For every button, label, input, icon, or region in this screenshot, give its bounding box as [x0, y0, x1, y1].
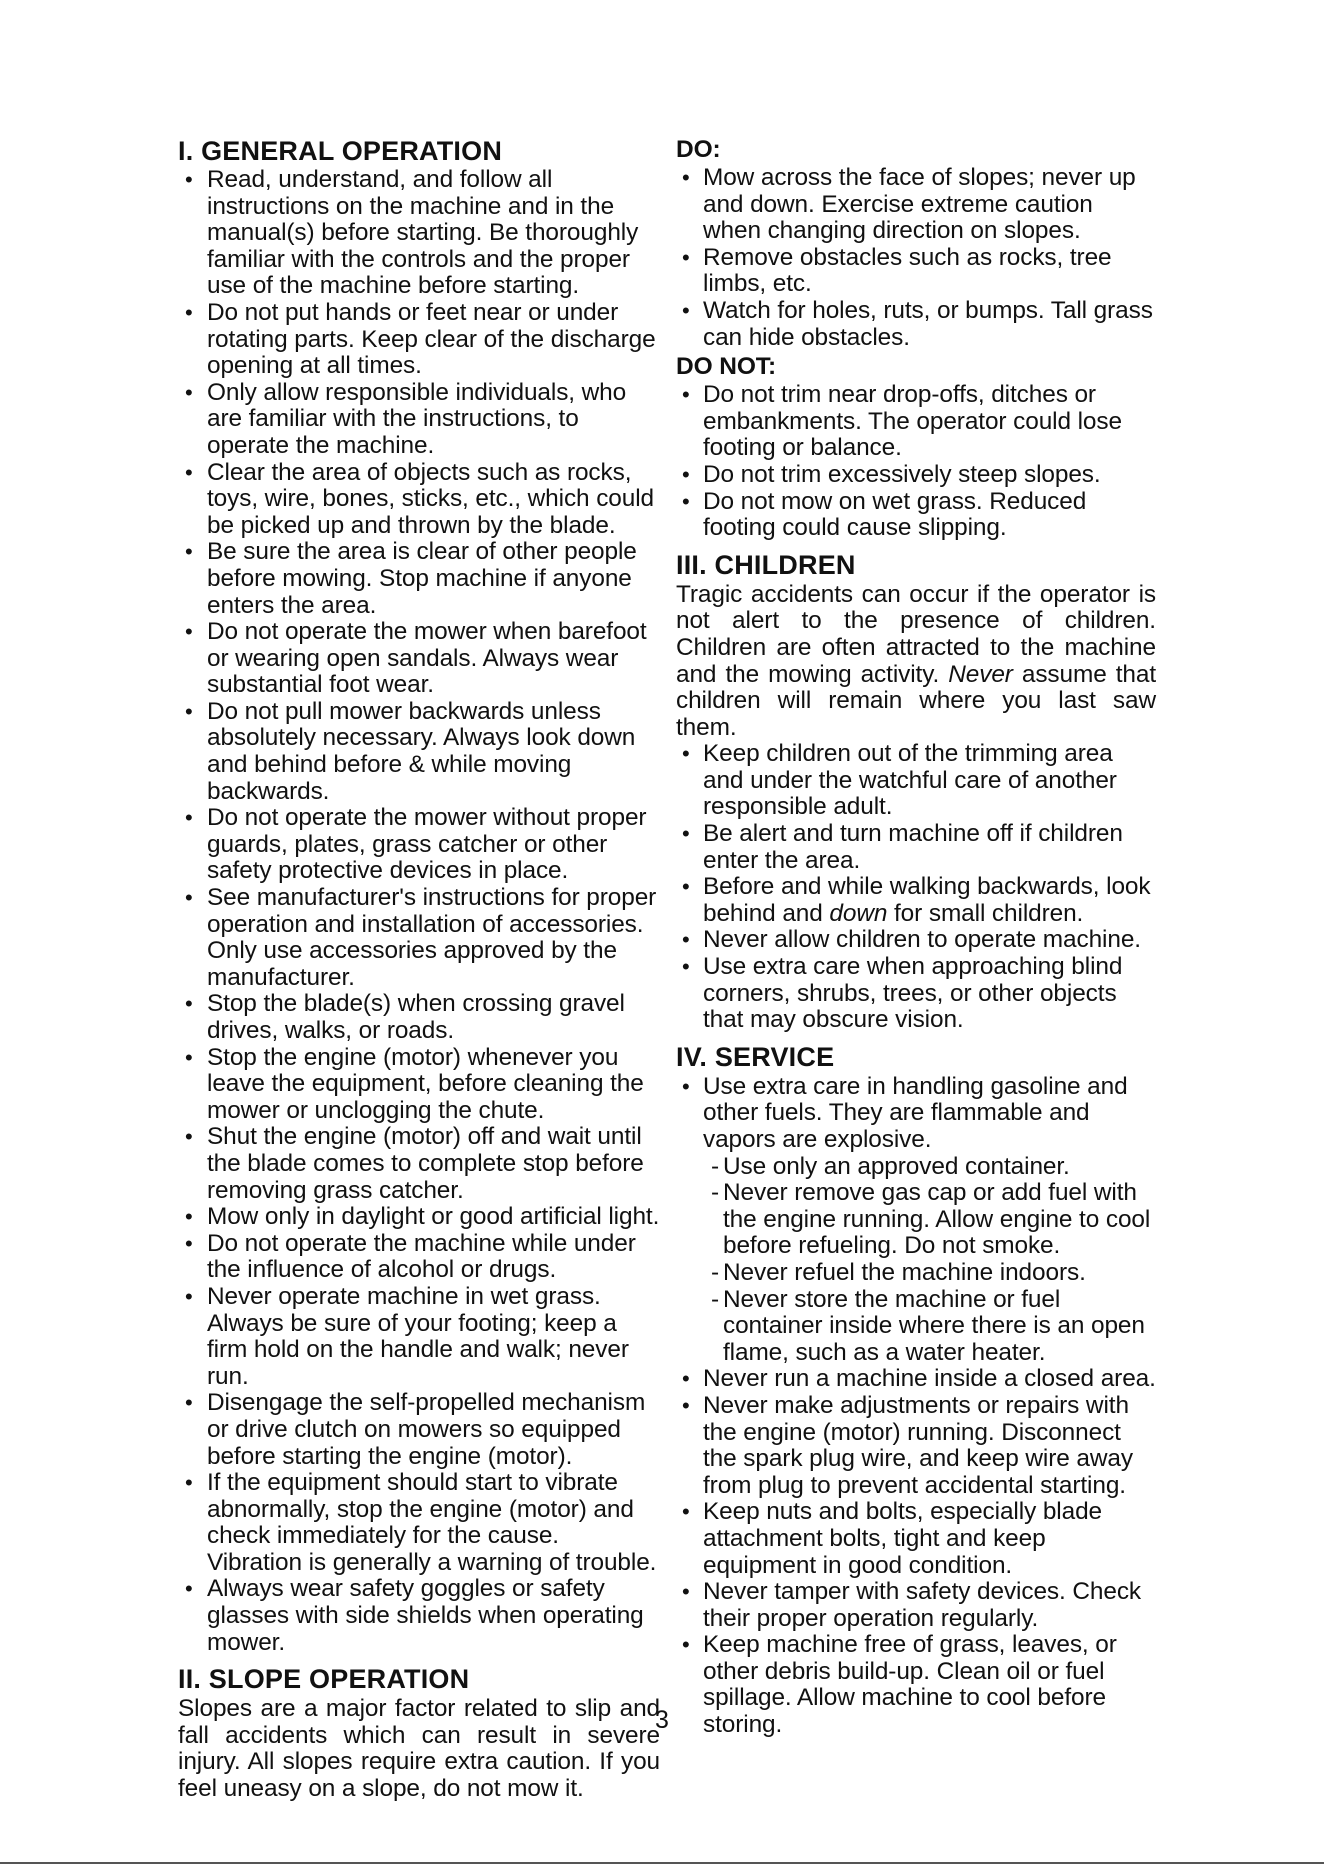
list-item: • Always wear safety goggles or safety glasses with side shields when operating mower.: [178, 1576, 660, 1656]
bottom-rule: [0, 1862, 1324, 1864]
list-item: • Be alert and turn machine off if children enter the area.: [676, 821, 1156, 874]
list-item: • Do not operate the machine while under the influence of alcohol or drugs.: [178, 1231, 660, 1284]
children-intro-emphasis: Never: [948, 660, 1013, 688]
sublist-item: - Use only an approved container.: [703, 1154, 1156, 1181]
list-item: • Keep machine free of grass, leaves, or other debris build-up. Clean oil or fuel spillage. Allow machine to cool before storing.: [676, 1632, 1156, 1738]
list-item: • Never make adjustments or repairs with the engine (motor) running. Disconnect the spark plug wire, and keep wire away from plug to prevent accidental starting.: [676, 1393, 1156, 1499]
list-item: • Stop the blade(s) when crossing gravel drives, walks, or roads.: [178, 991, 660, 1044]
list-item-text: Before and while walking backwards, look behind and: [703, 873, 1151, 927]
list-item: • Never run a machine inside a closed area.: [676, 1366, 1156, 1393]
list-item: • Do not operate the mower without proper guards, plates, grass catcher or other safety protective devices in place.: [178, 805, 660, 885]
list-item: • Disengage the self-propelled mechanism or drive clutch on mowers so equipped before starting the engine (motor).: [178, 1390, 660, 1470]
list-item-text: for small children.: [887, 899, 1084, 927]
children-intro-text: assume that children will remain where you last saw them.: [676, 660, 1156, 741]
list-item: • Keep nuts and bolts, especially blade attachment bolts, tight and keep equipment in good condition.: [676, 1499, 1156, 1579]
fuel-sublist: [703, 1154, 1156, 1367]
list-item: • Never tamper with safety devices. Check their proper operation regularly.: [676, 1579, 1156, 1632]
children-intro-text: Tragic accidents can occur if the operator is not alert to the presence of children. Children are often attracted to the machine and the mowing activity.: [676, 580, 1156, 688]
slope-intro-paragraph: Slopes are a major factor related to slip and fall accidents which can result in severe injury. All slopes require extra caution. If you feel uneasy on a slope, do not mow it.: [178, 1695, 660, 1803]
list-item: • Only allow responsible individuals, who are familiar with the instructions, to operate the machine.: [178, 380, 660, 460]
section-heading-slope-operation: II. SLOPE OPERATION: [178, 1664, 470, 1695]
section-heading-service: IV. SERVICE: [676, 1041, 835, 1072]
sublist-item: - Never refuel the machine indoors.: [703, 1260, 1156, 1287]
service-list: [676, 1074, 1156, 1739]
list-item: • Do not trim near drop-offs, ditches or embankments. The operator could lose footing or balance.: [676, 382, 1156, 462]
list-item: • Do not pull mower backwards unless absolutely necessary. Always look down and behind before & while moving backwards.: [178, 699, 660, 805]
list-item: • Use extra care when approaching blind corners, shrubs, trees, or other objects that may obscure vision.: [676, 954, 1156, 1034]
list-item: • Read, understand, and follow all instructions on the machine and in the manual(s) before starting. Be thoroughly familiar with the controls and the proper use of the machine before starting.: [178, 167, 660, 300]
list-item: • Mow only in daylight or good artificial light.: [178, 1204, 660, 1231]
do-list: [676, 165, 1156, 351]
list-item: • Do not operate the mower when barefoot or wearing open sandals. Always wear substantial foot wear.: [178, 619, 660, 699]
list-item: • Mow across the face of slopes; never up and down. Exercise extreme caution when changing direction on slopes.: [676, 165, 1156, 245]
general-operation-list: [178, 167, 660, 1656]
list-item: [676, 1074, 1156, 1367]
section-heading-general-operation: I. GENERAL OPERATION: [178, 136, 503, 166]
subheading-do: DO:: [676, 136, 721, 163]
left-column: [178, 136, 660, 1803]
list-item: • Never operate machine in wet grass. Always be sure of your footing; keep a firm hold on the handle and walk; never run.: [178, 1284, 660, 1390]
sublist-item: - Never store the machine or fuel container inside where there is an open flame, such as a water heater.: [703, 1287, 1156, 1367]
list-item: • Keep children out of the trimming area and under the watchful care of another responsible adult.: [676, 741, 1156, 821]
list-item: • Never allow children to operate machine.: [676, 927, 1156, 954]
sublist-item: - Never remove gas cap or add fuel with the engine running. Allow engine to cool before refueling. Do not smoke.: [703, 1180, 1156, 1260]
page-number: 3: [655, 1706, 669, 1734]
list-item: • Do not put hands or feet near or under rotating parts. Keep clear of the discharge opening at all times.: [178, 300, 660, 380]
list-item: • Watch for holes, ruts, or bumps. Tall grass can hide obstacles.: [676, 298, 1156, 351]
list-item: • See manufacturer's instructions for proper operation and installation of accessories. Only use accessories approved by the manufacturer.: [178, 885, 660, 991]
list-item: [676, 874, 1156, 927]
list-item-emphasis: down: [829, 899, 888, 927]
list-item: • Stop the engine (motor) whenever you leave the equipment, before cleaning the mower or unclogging the chute.: [178, 1045, 660, 1125]
subheading-do-not: DO NOT:: [676, 353, 777, 381]
children-list: [676, 741, 1156, 1034]
list-item: • Remove obstacles such as rocks, tree limbs, etc.: [676, 245, 1156, 298]
section-heading-children: III. CHILDREN: [676, 549, 856, 580]
do-not-list: [676, 382, 1156, 542]
list-item: • Clear the area of objects such as rocks, toys, wire, bones, sticks, etc., which could be picked up and thrown by the blade.: [178, 460, 660, 540]
list-item-text: Use extra care in handling gasoline and other fuels. They are flammable and vapors are explosive.: [703, 1072, 1128, 1153]
list-item: • Do not trim excessively steep slopes.: [676, 462, 1156, 489]
list-item: • Shut the engine (motor) off and wait until the blade comes to complete stop before removing grass catcher.: [178, 1124, 660, 1204]
children-intro-paragraph: [676, 582, 1156, 742]
list-item: • Be sure the area is clear of other people before mowing. Stop machine if anyone enters the area.: [178, 539, 660, 619]
right-column: [676, 136, 1156, 1739]
list-item: • Do not mow on wet grass. Reduced footing could cause slipping.: [676, 489, 1156, 542]
list-item: • If the equipment should start to vibrate abnormally, stop the engine (motor) and check immediately for the cause. Vibration is generally a warning of trouble.: [178, 1470, 660, 1576]
